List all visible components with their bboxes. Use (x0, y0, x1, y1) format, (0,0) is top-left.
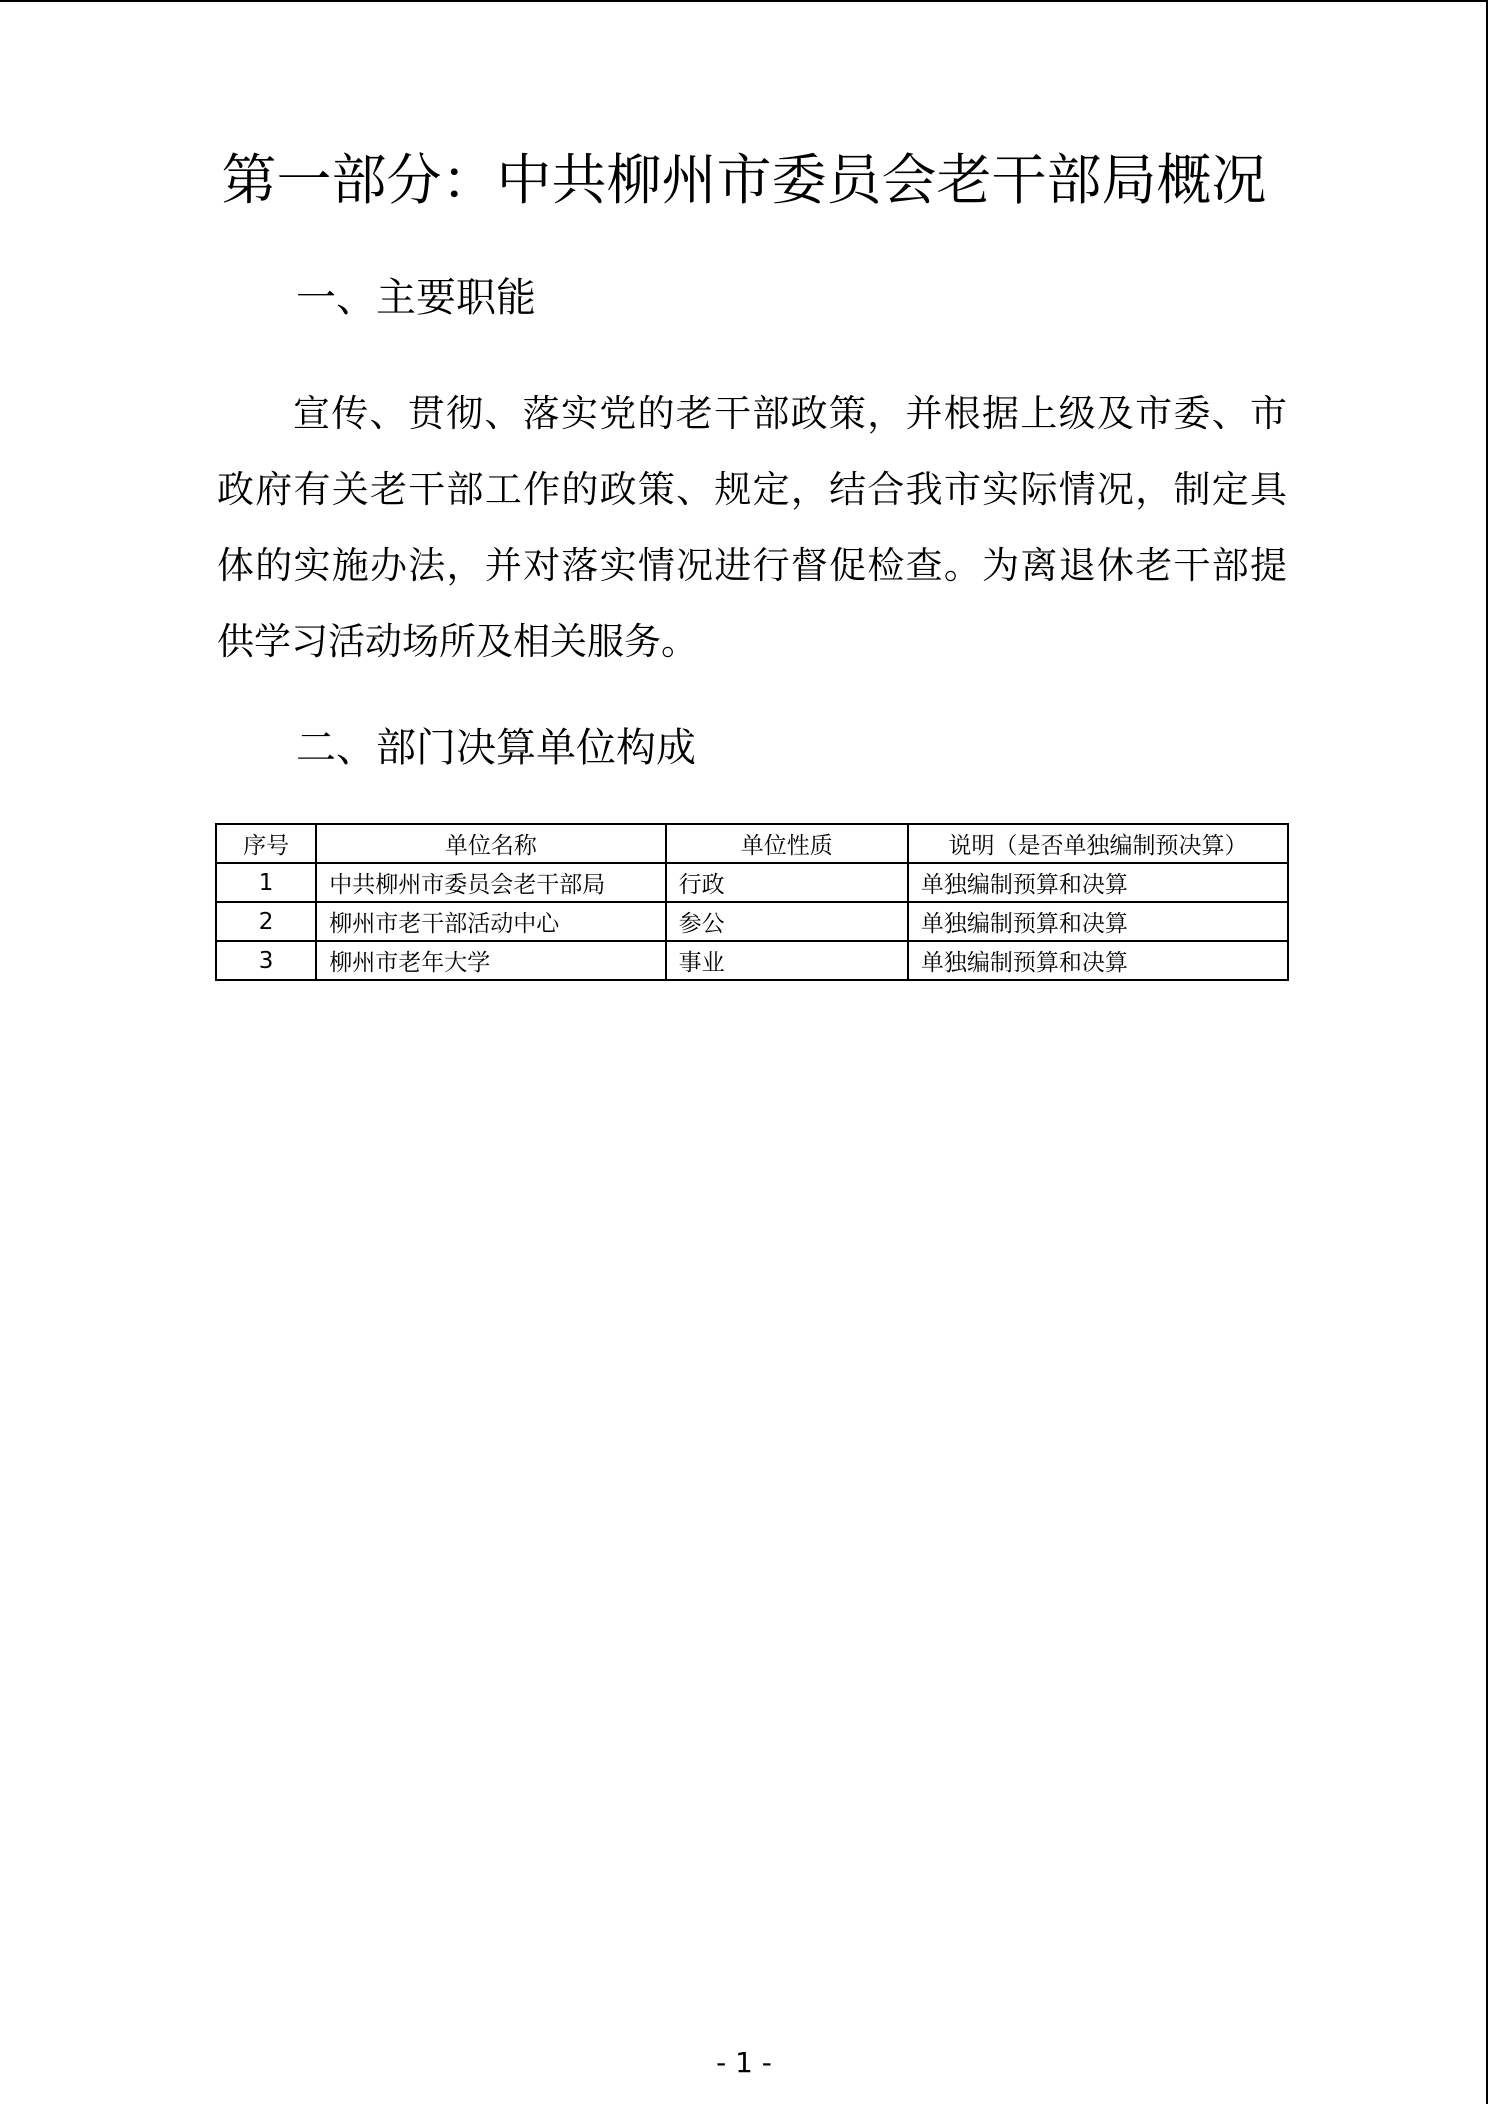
header-unit-name: 单位名称 (316, 824, 665, 863)
cell-unit-name: 柳州市老干部活动中心 (316, 902, 665, 941)
cell-note: 单独编制预算和决算 (908, 902, 1288, 941)
header-unit-nature: 单位性质 (666, 824, 908, 863)
table-row (216, 941, 1288, 980)
cell-serial-no: 2 (216, 902, 316, 941)
page-title: 第一部分：中共柳州市委员会老干部局概况 (221, 148, 1267, 212)
cell-unit-nature: 行政 (666, 863, 908, 902)
header-serial-no: 序号 (216, 824, 316, 863)
table-row (216, 863, 1288, 902)
header-note: 说明（是否单独编制预决算） (908, 824, 1288, 863)
section-heading-unit-composition: 二、部门决算单位构成 (296, 725, 696, 771)
cell-unit-name: 中共柳州市委员会老干部局 (316, 863, 665, 902)
main-functions-paragraph: 宣传、贯彻、落实党的老干部政策，并根据上级及市委、市政府有关老干部工作的政策、规定，结合我市实际情况，制定具体的实施办法，并对落实情况进行督促检查。为离退休老干部提供学习活动场所及相关服务。 (217, 392, 1287, 663)
cell-unit-nature: 参公 (666, 902, 908, 941)
cell-unit-name: 柳州市老年大学 (316, 941, 665, 980)
cell-unit-nature: 事业 (666, 941, 908, 980)
cell-note: 单独编制预算和决算 (908, 863, 1288, 902)
table-header-row (216, 824, 1288, 863)
cell-serial-no: 1 (216, 863, 316, 902)
page-border-top (0, 0, 1488, 2)
cell-note: 单独编制预算和决算 (908, 941, 1288, 980)
cell-serial-no: 3 (216, 941, 316, 980)
table-row (216, 902, 1288, 941)
unit-composition-table (215, 823, 1289, 981)
page-number: - 1 - (716, 2046, 772, 2079)
section-heading-main-functions: 一、主要职能 (296, 275, 536, 321)
